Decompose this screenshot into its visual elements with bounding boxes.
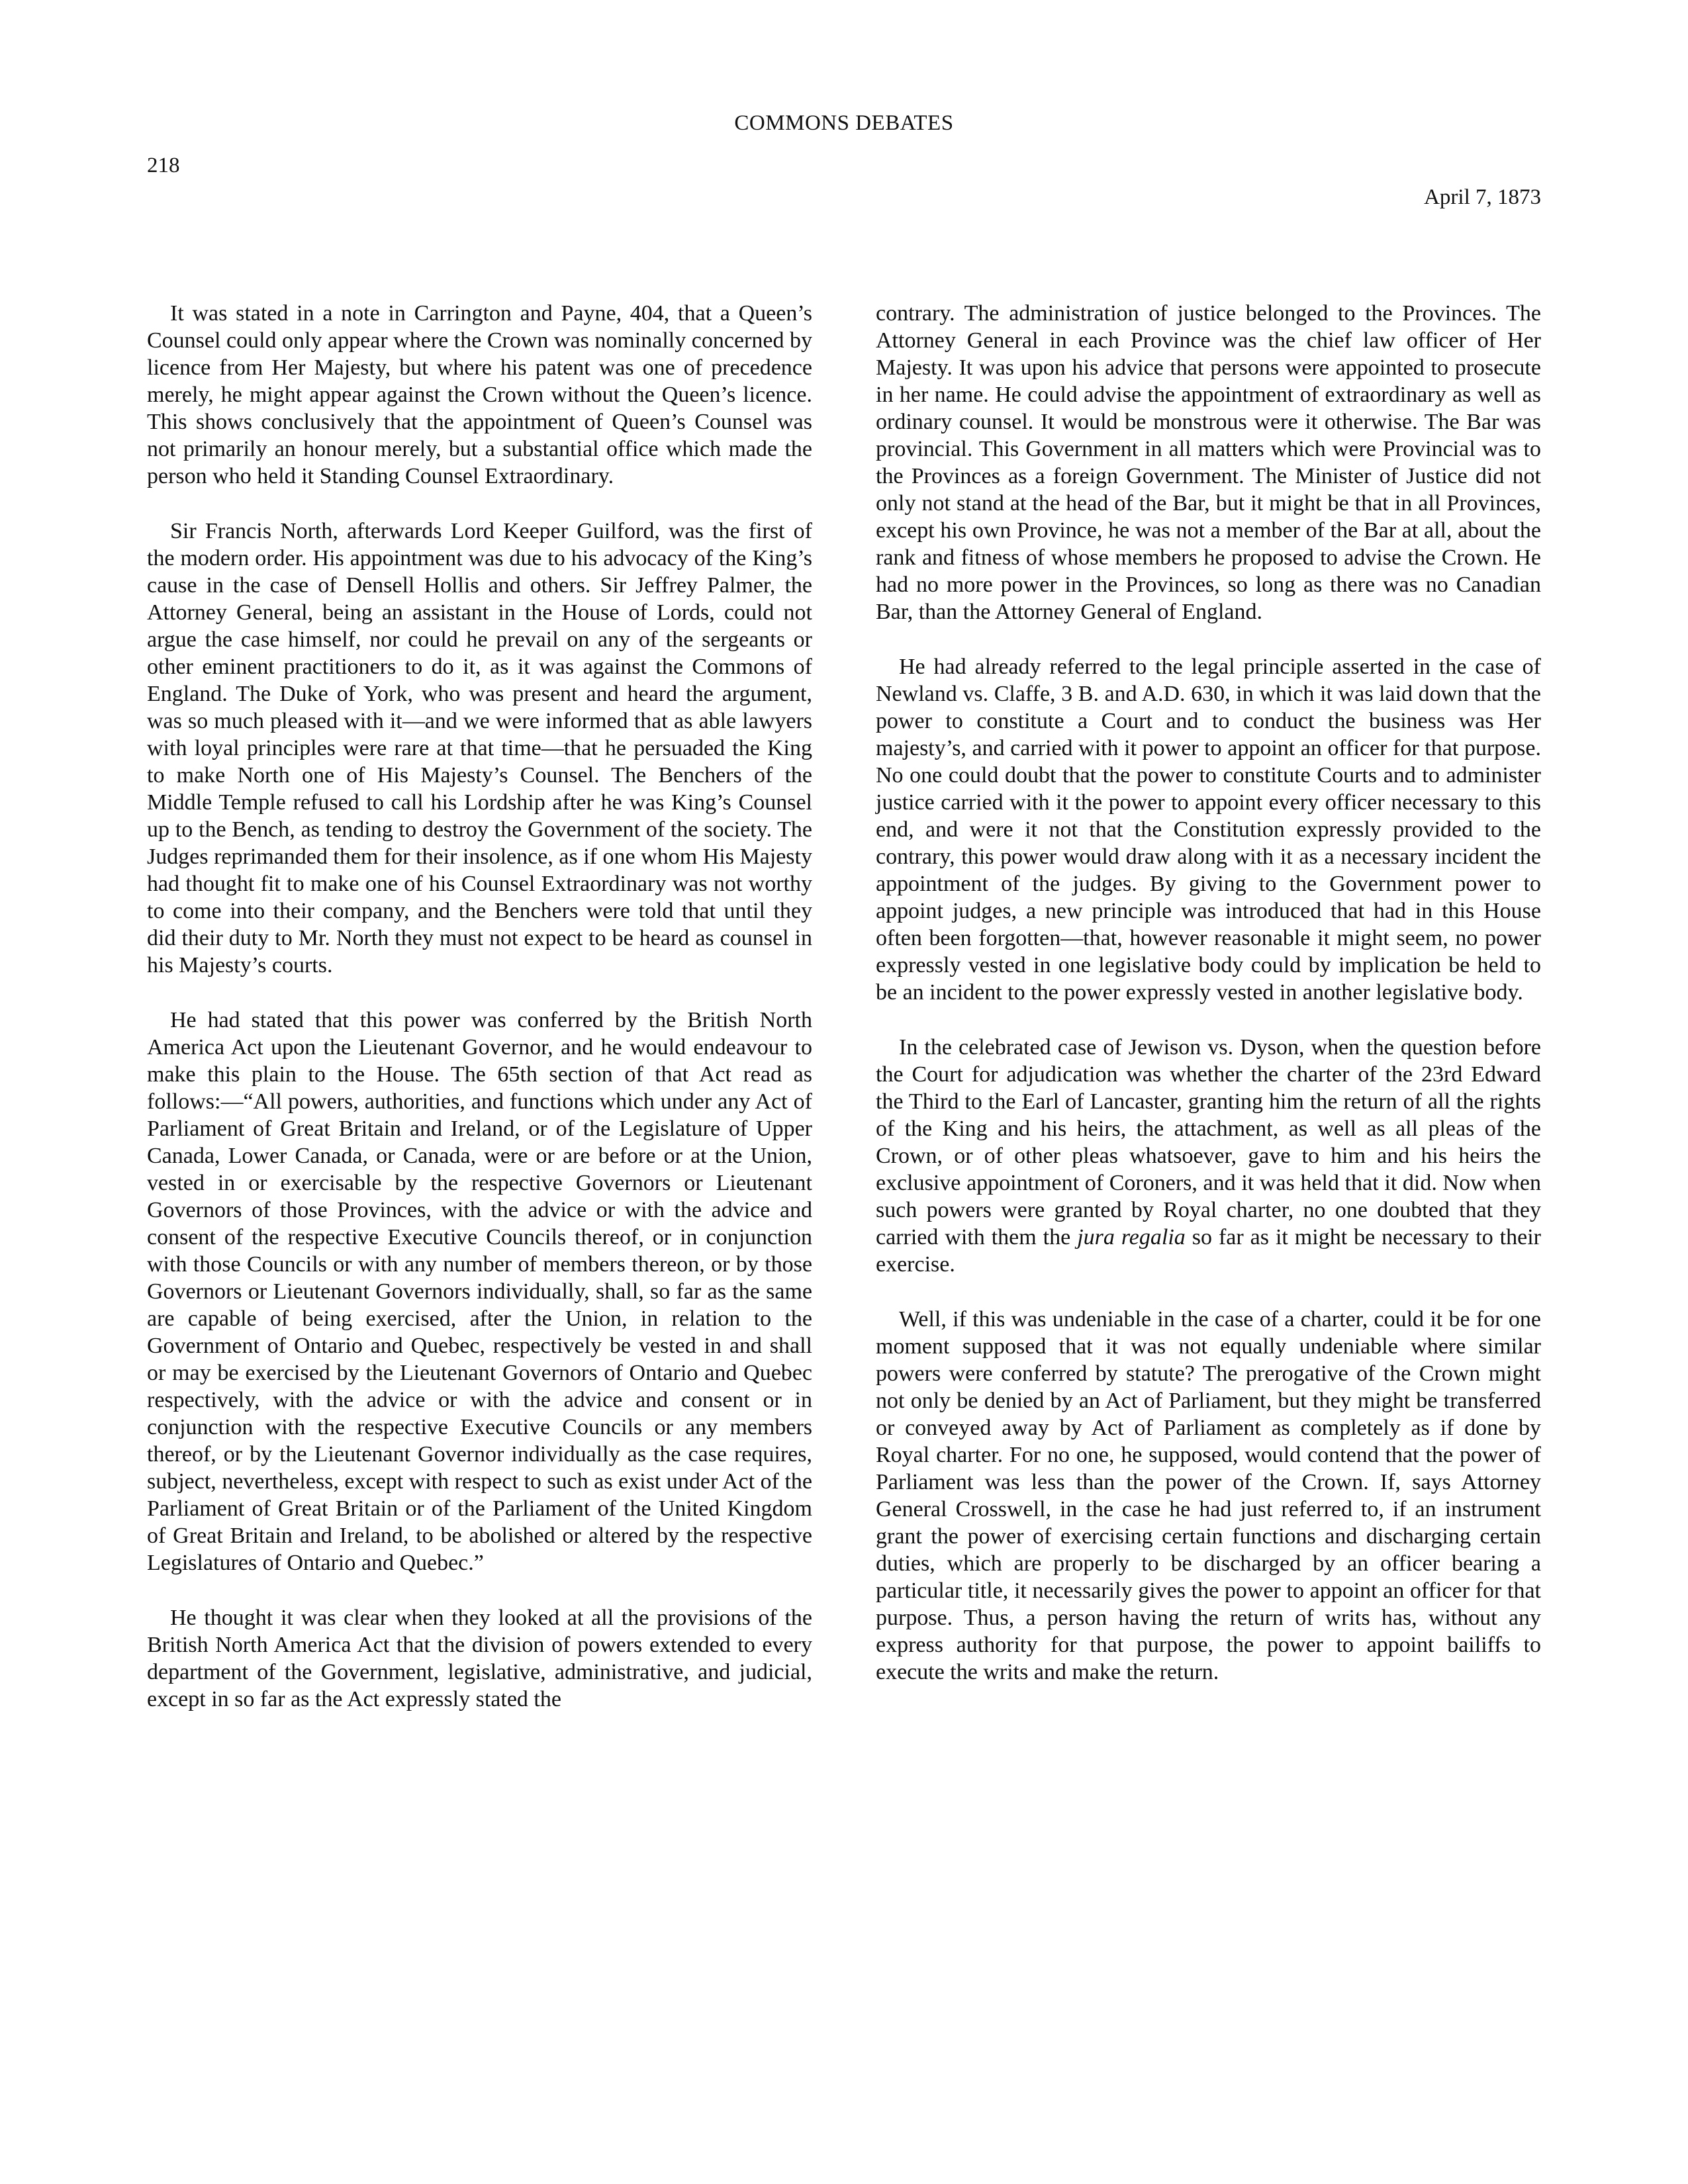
left-column bbox=[147, 300, 812, 1713]
right-column bbox=[876, 300, 1541, 1713]
jura-text-before: In the celebrated case of Jewison vs. Dyson, when the question before the Court for adjudication was whether the charter of the 23rd Edward the Third to the Earl of Lancaster, granting him the return of all the rights of the King and his heirs, the attachment, as well as all pleas of the Crown, or of other pleas whatsoever, gave to him and his heirs the exclusive appointment of Coroners, and it was held that it did. Now when such powers were granted by Royal charter, no one doubted that they carried with them the bbox=[876, 1035, 1541, 1250]
text-columns bbox=[147, 300, 1541, 1713]
jura-regalia-italic: jura regalia bbox=[1077, 1225, 1186, 1250]
paragraph-charter-statute: Well, if this was undeniable in the case of a charter, could it be for one moment supposed that it was not equally undeniable where similar powers were conferred by statute? The prerogative of the Crown might not only be denied by an Act of Parliament, but they might be transferred or conveyed away by Act of Parliament as completely as if done by Royal charter. For no one, he supposed, would contend that the power of Parliament was less than the power of the Crown. If, says Attorney General Crosswell, in the case he had just referred to, if an instrument grant the power of exercising certain functions and discharging certain duties, which are properly to be discharged by an officer bearing a particular title, it necessarily gives the power to appoint an officer for that purpose. Thus, a person having the return of writs has, without any express authority for that purpose, the power to appoint bailiffs to execute the writs and make the return. bbox=[876, 1307, 1541, 1684]
running-title: COMMONS DEBATES bbox=[734, 111, 954, 135]
paragraph-newland-claffe: He had already referred to the legal principle asserted in the case of Newland vs. Claffe, 3 B. and A.D. 630, in which it was laid down that the power to constitute a Court and to conduct the business was Her majesty’s, and carried with it power to appoint an officer for that purpose. No one could doubt that the power to constitute Courts and to administer justice carried with it the power to appoint every officer necessary to this end, and were it not that the Constitution expressly provided to the contrary, this power would draw along with it as a necessary incident the appointment of the judges. By giving to the Government power to appoint judges, a new principle was introduced that had in this House often been forgotten—that, however reasonable it might seem, no power expressly vested in one legislative body could by implication be held to be an incident to the power expressly vested in another legislative body. bbox=[876, 655, 1541, 1005]
page-date: April 7, 1873 bbox=[1424, 185, 1541, 209]
paragraph-carrington-payne: It was stated in a note in Carrington and Payne, 404, that a Queen’s Counsel could only appear where the Crown was nominally concerned by licence from Her Majesty, but where his patent was one of precedence merely, he might appear against the Crown without the Queen’s licence. This shows conclusively that the appointment of Queen’s Counsel was not primarily an honour merely, but a substantial office which made the person who held it Standing Counsel Extraordinary. bbox=[147, 301, 812, 488]
page-number: 218 bbox=[147, 154, 180, 177]
paragraph-francis-north: Sir Francis North, afterwards Lord Keeper Guilford, was the first of the modern order. His appointment was due to his advocacy of the King’s cause in the case of Densell Hollis and others. Sir Jeffrey Palmer, the Attorney General, being an assistant in the House of Lords, could not argue the case himself, nor could he prevail on any of the sergeants or other eminent practitioners to do it, as it was against the Commons of England. The Duke of York, who was present and heard the argument, was so much pleased with it—and we were informed that as able lawyers with loyal principles were rare at that time—that he persuaded the King to make North one of His Majesty’s Counsel. The Benchers of the Middle Temple refused to call his Lordship after he was King’s Counsel up to the Bench, as tending to destroy the Government of the society. The Judges reprimanded them for their insolence, as if one whom His Majesty had thought fit to make one of his Counsel Extraordinary was not worthy to come into their company, and the Benchers were told that until they did their duty to Mr. North they must not expect to be heard as counsel in his Majesty’s courts. bbox=[147, 519, 812, 978]
paragraph-section-65: He had stated that this power was conferred by the British North America Act upon the Lieutenant Governor, and he would endeavour to make this plain to the House. The 65th section of that Act read as follows:—“All powers, authorities, and functions which under any Act of Parliament of Great Britain and Ireland, or of the Legislature of Upper Canada, Lower Canada, or Canada, were or are before or at the Union, vested in or exercisable by the respective Governors or Lieutenant Governors of those Provinces, with the advice or with the advice and consent of the respective Executive Councils thereof, or in conjunction with those Councils or with any number of members thereon, or by those Governors or Lieutenant Governors individually, shall, so far as the same are capable of being exercised, after the Union, in relation to the Government of Ontario and Quebec, respectively be vested in and shall or may be exercised by the Lieutenant Governors of Ontario and Quebec respectively, with the advice or with the advice and consent or in conjunction with the respective Executive Councils or any members thereof, or by the Lieutenant Governor individually as the case requires, subject, nevertheless, except with respect to such as exist under Act of the Parliament of Great Britain or of the Parliament of the United Kingdom of Great Britain and Ireland, to be abolished or altered by the respective Legislatures of Ontario and Quebec.” bbox=[147, 1008, 812, 1575]
paragraph-jewison-dyson bbox=[876, 1034, 1541, 1278]
paragraph-division-of-powers: He thought it was clear when they looked at all the provisions of the British North America Act that the division of powers extended to every department of the Government, legislative, administrative, and judicial, except in so far as the Act expressly stated the bbox=[147, 1606, 812, 1711]
paragraph-continued-administration-of-justice: contrary. The administration of justice belonged to the Provinces. The Attorney General in each Province was the chief law officer of Her Majesty. It was upon his advice that persons were appointed to prosecute in her name. He could advise the appointment of extraordinary as well as ordinary counsel. It would be monstrous were it otherwise. The Bar was provincial. This Government in all matters which were Provincial was to the Provinces as a foreign Government. The Minister of Justice did not only not stand at the head of the Bar, but it might be that in all Provinces, except his own Province, he was not a member of the Bar at all, about the rank and fitness of whose members he proposed to advise the Crown. He had no more power in the Provinces, so long as there was no Canadian Bar, than the Attorney General of England. bbox=[876, 301, 1541, 624]
jura-text-after: so far as it might be necessary to their exercise. bbox=[876, 1225, 1541, 1277]
